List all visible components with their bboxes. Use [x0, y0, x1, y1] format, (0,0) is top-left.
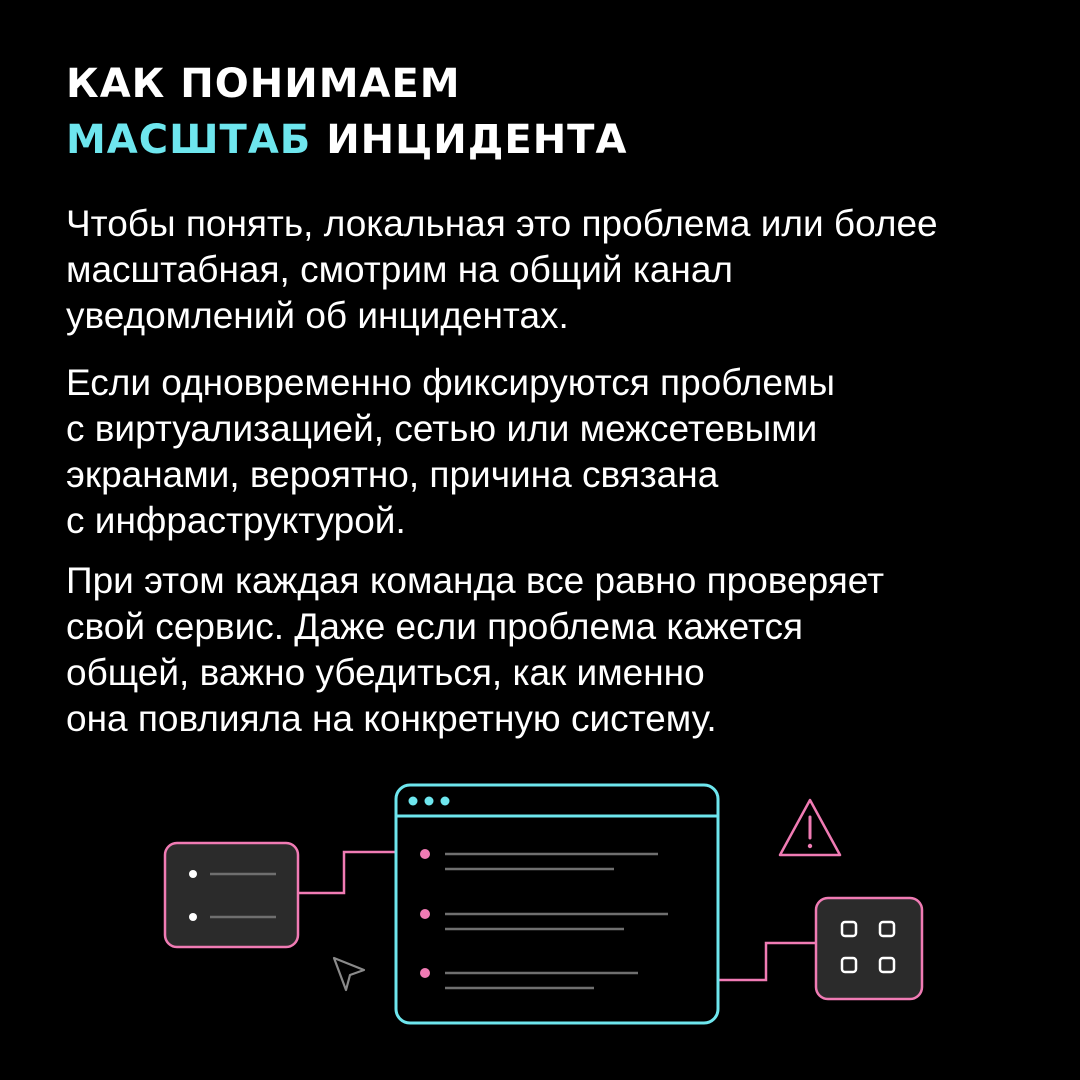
title-line-2-rest: ИНЦИДЕНТА	[326, 117, 628, 163]
warning-triangle-icon	[780, 800, 840, 855]
paragraph-2: Если одновременно фиксируются проблемы с виртуализацией, сетью или межсетевыми экранами, вероятно, причина связана с инфраструктурой.	[66, 362, 835, 541]
browser-window-icon	[396, 785, 718, 1023]
connector-right	[718, 943, 816, 980]
page-title	[66, 56, 627, 168]
cursor-arrow-icon	[334, 958, 364, 990]
list-card-icon	[165, 843, 298, 947]
paragraph-1: Чтобы понять, локальная это проблема или более масштабная, смотрим на общий канал уведомлений об инцидентах.	[66, 203, 938, 336]
incident-illustration	[0, 770, 1080, 1060]
paragraph-3: При этом каждая команда все равно проверяет свой сервис. Даже если проблема кажется общей, важно убедиться, как именно она повлияла на конкретную систему.	[66, 560, 885, 739]
title-line-1: КАК ПОНИМАЕМ	[66, 61, 461, 107]
connector-left	[298, 852, 396, 893]
title-accent-word: МАСШТАБ	[66, 117, 312, 163]
grid-apps-icon	[816, 898, 922, 999]
